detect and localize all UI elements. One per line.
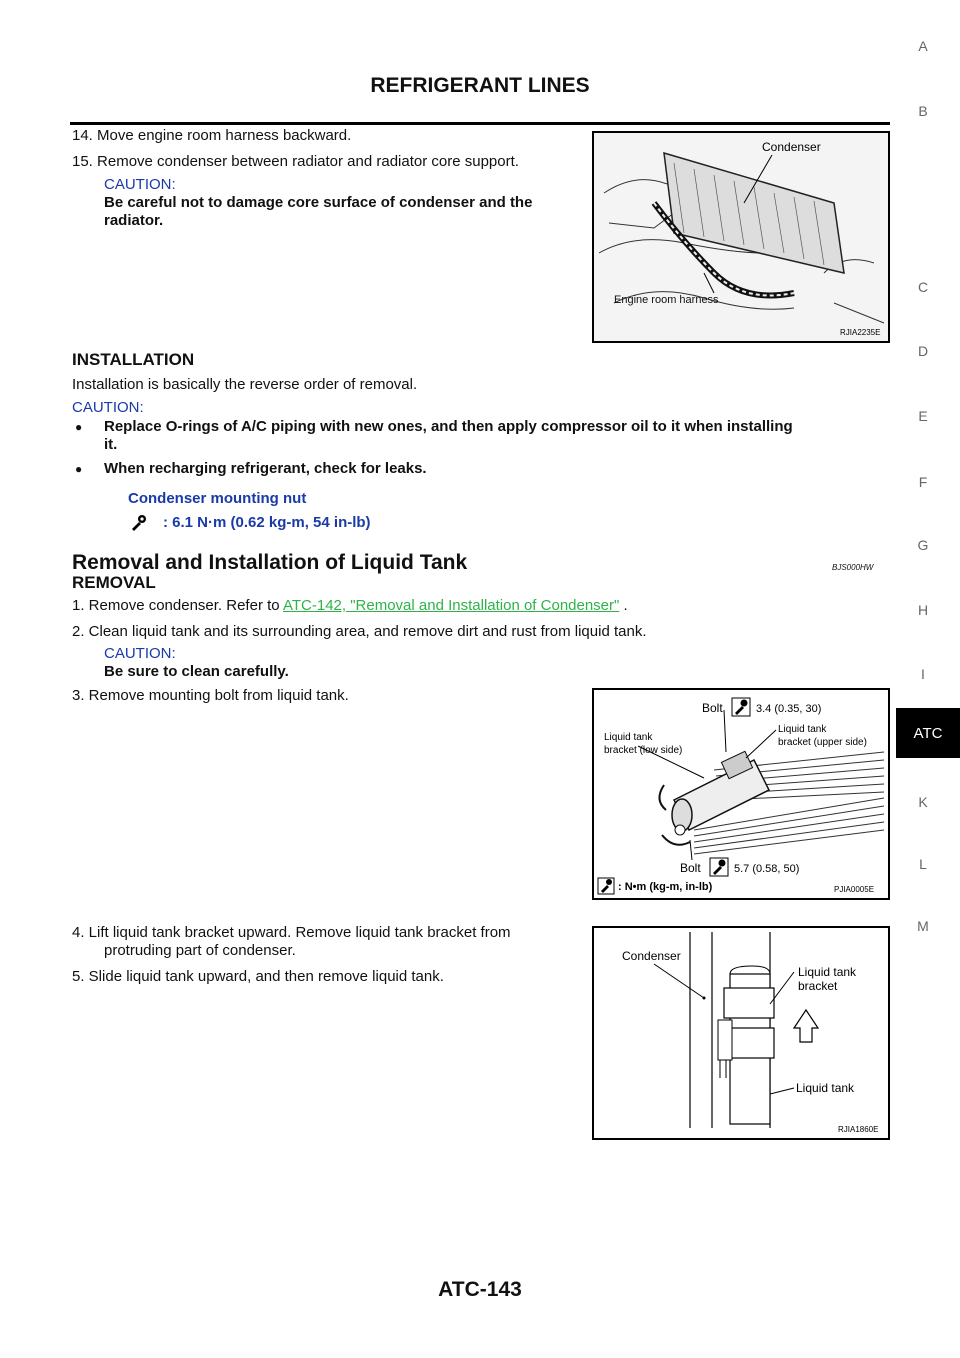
removal-step-2: 2. Clean liquid tank and its surrounding area, and remove dirt and rust from liquid tank. xyxy=(72,623,647,640)
side-index-f[interactable]: F xyxy=(918,474,928,490)
installation-bullet1-line2: it. xyxy=(104,436,118,453)
fig1-label-condenser: Condenser xyxy=(762,140,821,154)
bullet-icon: ● xyxy=(75,420,83,434)
fig2-bolt-value-top: 3.4 (0.35, 30) xyxy=(756,703,822,715)
removal-step-1 xyxy=(72,597,628,615)
header-rule xyxy=(70,122,890,125)
fig3-code: RJIA1860E xyxy=(838,1125,879,1134)
figure-liquid-tank-bolts xyxy=(592,688,890,900)
removal-step-4-line1: 4. Lift liquid tank bracket upward. Remove liquid tank bracket from xyxy=(72,924,511,941)
removal-caution-text: Be sure to clean carefully. xyxy=(104,663,289,680)
fig3-label-tank: Liquid tank xyxy=(796,1081,855,1095)
step-15: 15. Remove condenser between radiator and radiator core support. xyxy=(72,153,519,170)
removal-caution-label: CAUTION: xyxy=(104,645,176,662)
fig2-label-low-2: bracket (low side) xyxy=(604,745,683,756)
side-index-i[interactable]: I xyxy=(921,666,925,682)
fig3-label-condenser: Condenser xyxy=(622,949,681,963)
torque-name: Condenser mounting nut xyxy=(128,490,307,507)
installation-heading: INSTALLATION xyxy=(72,350,195,369)
side-index-c[interactable]: C xyxy=(917,279,929,295)
side-index-h[interactable]: H xyxy=(917,602,929,618)
caution-label: CAUTION: xyxy=(104,176,176,193)
fig2-bolt-label-top: Bolt xyxy=(702,701,723,715)
page-number: ATC-143 xyxy=(438,1278,522,1301)
fig3-label-bracket-2: bracket xyxy=(798,979,838,993)
installation-body: Installation is basically the reverse order of removal. xyxy=(72,376,418,393)
torque-wrench-icon xyxy=(732,698,750,716)
torque-wrench-icon xyxy=(598,878,614,894)
section-code: BJS000HW xyxy=(832,563,874,572)
step-14: 14. Move engine room harness backward. xyxy=(72,127,352,144)
removal-heading: REMOVAL xyxy=(72,573,156,592)
fig2-label-up-2: bracket (upper side) xyxy=(778,737,867,748)
torque-wrench-icon xyxy=(128,513,148,533)
side-index-b[interactable]: B xyxy=(918,103,928,119)
side-index-l[interactable]: L xyxy=(919,856,927,872)
caution-text-line1: Be careful not to damage core surface of condenser and the xyxy=(104,194,533,211)
figure-condenser-harness xyxy=(592,131,890,343)
fig2-code: PJIA0005E xyxy=(834,885,875,894)
caution-text-line2: radiator. xyxy=(104,212,164,229)
side-index-m[interactable]: M xyxy=(917,918,929,934)
fig2-units: : N•m (kg-m, in-lb) xyxy=(618,881,713,893)
step-1-prefix: 1. Remove condenser. Refer to xyxy=(72,597,280,614)
fig1-label-harness: Engine room harness xyxy=(614,294,719,306)
fig2-label-up-1: Liquid tank xyxy=(778,724,827,735)
installation-caution-label: CAUTION: xyxy=(72,399,144,416)
side-index-d[interactable]: D xyxy=(917,343,929,359)
removal-step-5: 5. Slide liquid tank upward, and then remove liquid tank. xyxy=(72,968,444,985)
side-index-g[interactable]: G xyxy=(917,537,929,553)
fig3-label-bracket-1: Liquid tank xyxy=(798,965,857,979)
removal-step-4-line2: protruding part of condenser. xyxy=(104,942,296,959)
side-index-e[interactable]: E xyxy=(918,408,928,424)
liquid-tank-bolts-illustration xyxy=(594,690,888,898)
installation-bullet1-line1: Replace O-rings of A/C piping with new ones, and then apply compressor oil to it when installing xyxy=(104,418,793,435)
side-index-a[interactable]: A xyxy=(918,38,928,54)
side-index-k[interactable]: K xyxy=(918,794,928,810)
fig1-code: RJIA2235E xyxy=(840,328,881,337)
section-title: Removal and Installation of Liquid Tank xyxy=(72,551,468,574)
torque-wrench-icon xyxy=(710,858,728,876)
bullet-icon: ● xyxy=(75,462,83,476)
condenser-harness-illustration xyxy=(594,133,888,341)
installation-bullet2: When recharging refrigerant, check for leaks. xyxy=(104,460,427,477)
fig2-label-low-1: Liquid tank xyxy=(604,732,653,743)
reference-link-atc-142[interactable]: ATC-142, "Removal and Installation of Condenser" xyxy=(282,597,620,614)
torque-value: : 6.1 N·m (0.62 kg-m, 54 in-lb) xyxy=(163,514,371,531)
fig2-bolt-label-bottom: Bolt xyxy=(680,861,701,875)
liquid-tank-bracket-illustration xyxy=(594,928,888,1138)
page-title: REFRIGERANT LINES xyxy=(370,74,590,97)
figure-liquid-tank-bracket xyxy=(592,926,890,1140)
side-index-atc-tab[interactable]: ATC xyxy=(896,708,960,758)
fig2-bolt-value-bottom: 5.7 (0.58, 50) xyxy=(734,863,800,875)
removal-step-3: 3. Remove mounting bolt from liquid tank. xyxy=(72,687,349,704)
step-1-suffix: . xyxy=(623,597,628,614)
